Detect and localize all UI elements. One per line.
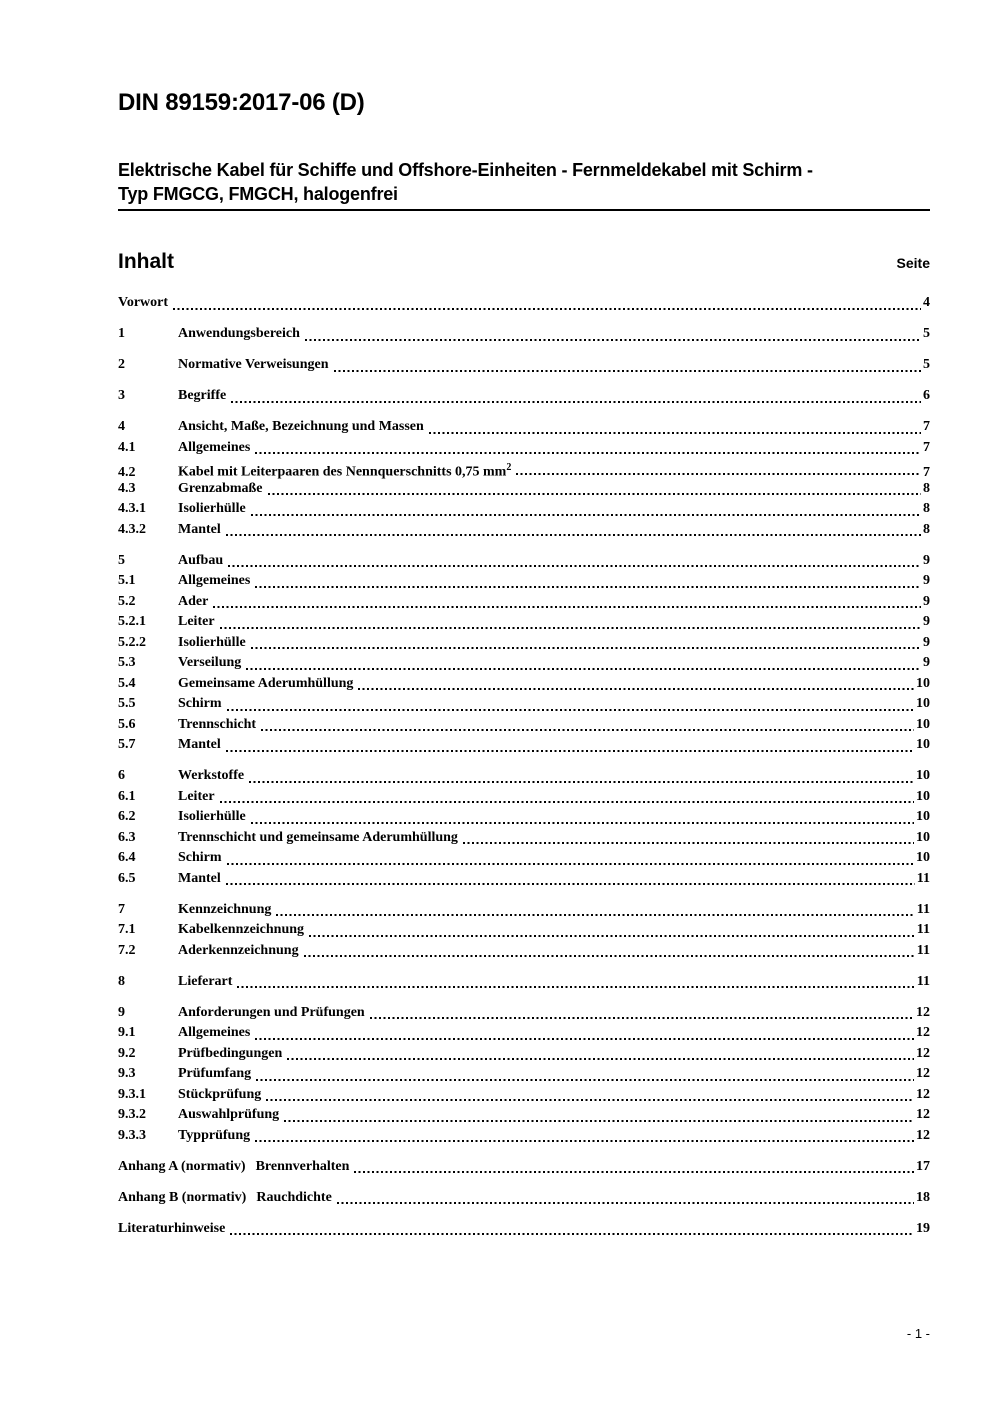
dot-leader [358,688,914,690]
toc-entry-title: Mantel [178,521,221,537]
toc-entry-page: 12 [916,1107,930,1122]
toc-entry [118,458,930,479]
toc-entry-number: 9.3.2 [118,1107,146,1122]
toc-entry-page: 7 [923,419,930,434]
dot-leader [334,370,922,372]
toc-entry-page: 9 [923,573,930,588]
toc-entry-number: 9.3.1 [118,1086,146,1102]
toc-entry-number: 6.3 [118,829,136,845]
toc-entry-title: Kennzeichnung [178,901,272,917]
toc-entry-title: Grenzabmaße [178,480,263,496]
dot-leader [284,1120,914,1122]
toc-entry-number: 4.3.1 [118,501,146,516]
toc-entry-page: 9 [923,634,930,650]
toc-entry-number: 6.4 [118,850,136,865]
dot-leader [251,822,914,824]
toc-entry-title: Begriffe [178,388,227,403]
dot-leader [276,914,914,916]
toc-entry-number: 4.2 [118,464,136,480]
toc-entry-title: Mantel [178,870,221,886]
toc-entry-page: 12 [916,1045,930,1061]
page-number-footer: - 1 - [906,1326,930,1341]
toc-entry [118,1126,930,1147]
toc-entry-page: 11 [916,901,930,917]
dot-leader [516,473,921,475]
toc-entry-title: Prüfbedingungen [178,1045,283,1061]
dot-leader [255,452,921,454]
toc-entry-number: 8 [118,973,125,989]
toc-entry-number: 5.7 [118,737,136,752]
toc-entry-page: 5 [923,326,930,341]
toc-entry-page: 12 [916,1004,930,1020]
toc-entry-title: Isolierhülle [178,809,246,824]
toc-entry [118,1085,930,1106]
toc-entry-title: Aderkennzeichnung [178,942,299,958]
toc-entry-title: Anforderungen und Prüfungen [178,1004,365,1020]
toc-entry-number: 1 [118,326,125,341]
toc-entry-number: 5.2.2 [118,634,146,650]
toc-entry [118,324,930,345]
toc-entry-title: Anhang B (normativ) [118,1189,247,1205]
toc-entry-title: Kabel mit Leiterpaaren des Nennquerschnitts 0,75 $mm^2$ [178,462,512,480]
toc-entry [118,653,930,674]
toc-entry [118,1219,930,1240]
toc-entry-number: 4.1 [118,439,136,455]
toc-entry-title: Prüfumfang [178,1066,252,1081]
toc-entry [118,869,930,890]
toc-entry-title-superscript: 2 [506,462,512,473]
dot-leader [173,308,921,310]
dot-leader [231,401,921,403]
toc-entry-number: 4.3 [118,480,136,496]
toc-entry-number: 9.1 [118,1025,136,1040]
toc-entry-page: 8 [923,521,930,537]
header-divider [118,209,930,211]
toc-entry-page: 10 [916,768,930,783]
toc-entry-page: 9 [923,655,930,670]
dot-leader [228,565,921,567]
toc-entry [118,1064,930,1085]
toc-entry [118,972,930,993]
toc-entry-page: 10 [916,850,930,865]
toc-entry-page: 10 [916,737,930,752]
toc-entry-number: 5.4 [118,675,136,691]
document-subtitle-line-1: Elektrische Kabel für Schiffe und Offshore-Einheiten - Fernmeldekabel mit Schirm - [118,160,813,180]
toc-entry-number: 9.3 [118,1066,136,1081]
toc-entry [118,920,930,941]
toc-entry [118,1105,930,1126]
toc-entry-page: 11 [916,942,930,958]
toc-entry [118,848,930,869]
toc-entry-page: 7 [923,464,930,480]
toc-entry [118,499,930,520]
toc-entry-title: Werkstoffe [178,768,245,783]
toc-entry-title: Gemeinsame Aderumhüllung [178,675,354,691]
toc-entry-title: Auswahlprüfung [178,1107,280,1122]
toc-entry-number: 5.2 [118,593,136,609]
toc-entry-title: Ader [178,593,209,609]
dot-leader [256,1079,914,1081]
toc-entry-page: 10 [916,716,930,732]
toc-entry [118,293,930,314]
dot-leader [226,883,915,885]
toc-entry-page: 11 [916,870,930,886]
toc-entry [118,479,930,500]
dot-leader [305,339,921,341]
toc-entry [118,1023,930,1044]
toc-entry-number: 5.1 [118,573,136,588]
toc-entry-number: 4.3.2 [118,521,146,537]
toc-entry [118,807,930,828]
toc-entry [118,766,930,787]
toc-entry-title: Anhang A (normativ) [118,1158,246,1174]
toc-entry-number: 9.2 [118,1045,136,1061]
dot-leader [226,750,914,752]
dot-leader [266,1099,914,1101]
toc-entry [118,1044,930,1065]
toc-entry-title: Lieferart [178,973,233,989]
toc-page-column-label: Seite [896,255,930,271]
dot-leader [309,935,915,937]
dot-leader [230,1233,914,1235]
toc-entry-number: 6 [118,768,125,783]
dot-leader [251,647,921,649]
toc-entry-page: 9 [923,593,930,609]
document-number-title: DIN 89159:2017-06 (D) [118,89,365,116]
toc-entry-title: Verseilung [178,655,242,670]
toc-entry-number: 7.1 [118,922,136,937]
toc-entry [118,417,930,438]
toc-entry-page: 12 [916,1025,930,1040]
toc-entry-title: Mantel [178,737,221,752]
toc-entry-title: Isolierhülle [178,634,246,650]
toc-entry-page: 8 [923,480,930,496]
dot-leader [370,1017,914,1019]
toc-entry-title: Kabelkennzeichnung [178,922,305,937]
dot-leader [246,668,921,670]
toc-entry-page: 12 [916,1066,930,1081]
toc-entry-number: 5.3 [118,655,136,670]
toc-entry-number: 5 [118,552,125,568]
toc-entry [118,386,930,407]
toc-entry-page: 11 [916,922,930,937]
toc-entry-title: Schirm [178,696,222,711]
toc-entry-page: 4 [923,295,930,310]
toc-entry [118,735,930,756]
toc-entry-page: 19 [916,1220,930,1236]
toc-entry-number: 7 [118,901,125,917]
toc-entry-title: Trennschicht [178,716,257,732]
toc-entry-number: 9.3.3 [118,1127,146,1143]
dot-leader [220,801,914,803]
toc-entry [118,355,930,376]
dot-leader [227,709,914,711]
toc-entry-number: 6.1 [118,788,136,804]
toc-entry-page: 9 [923,614,930,629]
toc-entry-page: 10 [916,788,930,804]
dot-leader [237,986,914,988]
dot-leader [255,1038,914,1040]
toc-entry-page: 12 [916,1127,930,1143]
toc-list [118,293,930,1239]
toc-entry-page: 18 [916,1189,930,1205]
toc-entry-page: 6 [923,388,930,403]
dot-leader [261,729,914,731]
toc-entry-page: 7 [923,439,930,455]
dot-leader [287,1058,914,1060]
dot-leader [251,514,921,516]
toc-entry [118,1188,930,1209]
document-subtitle [118,158,930,206]
document-subtitle-line-2: Typ FMGCG, FMGCH, halogenfrei [118,184,398,204]
dot-leader [255,586,921,588]
toc-entry [118,941,930,962]
dot-leader [463,842,914,844]
toc-entry-number: 5.6 [118,716,136,732]
toc-entry-title: Isolierhülle [178,501,246,516]
toc-entry-title: Ansicht, Maße, Bezeichnung und Massen [178,419,424,434]
dot-leader [304,955,915,957]
toc-header-row [118,249,930,275]
toc-entry [118,612,930,633]
toc-entry [118,633,930,654]
dot-leader [429,432,921,434]
dot-leader [354,1171,914,1173]
toc-entry-number: 5.5 [118,696,136,711]
toc-entry-page: 17 [916,1158,930,1174]
toc-entry [118,900,930,921]
toc-entry-title: Vorwort [118,295,169,310]
toc-entry-title: Schirm [178,850,222,865]
toc-entry [118,694,930,715]
toc-entry-number: 2 [118,357,125,372]
toc-entry-subtitle: Brennverhalten [255,1158,350,1174]
toc-entry-page: 5 [923,357,930,372]
toc-heading: Inhalt [118,250,174,273]
toc-entry-number: 5.2.1 [118,614,146,629]
toc-entry-page: 10 [916,675,930,691]
toc-entry-title: Literaturhinweise [118,1220,226,1236]
toc-entry-page: 9 [923,552,930,568]
toc-entry [118,787,930,808]
toc-entry [118,1003,930,1024]
toc-entry [118,438,930,459]
toc-entry [118,1157,930,1178]
dot-leader [227,863,914,865]
toc-entry-number: 6.2 [118,809,136,824]
toc-entry [118,674,930,695]
toc-entry-title: Leiter [178,614,215,629]
toc-entry-number: 6.5 [118,870,136,886]
toc-entry-title: Allgemeines [178,573,251,588]
toc-entry-title: Normative Verweisungen [178,357,329,372]
toc-entry-number: 3 [118,388,125,403]
toc-entry-subtitle: Rauchdichte [256,1189,332,1205]
toc-entry-title: Leiter [178,788,215,804]
dot-leader [337,1202,914,1204]
toc-entry-title: Allgemeines [178,439,251,455]
dot-leader [226,534,921,536]
toc-entry-number: 9 [118,1004,125,1020]
toc-entry-title: Typprüfung [178,1127,251,1143]
toc-entry [118,715,930,736]
toc-entry [118,571,930,592]
toc-entry-title: Anwendungsbereich [178,326,300,341]
toc-entry-title: Stückprüfung [178,1086,262,1102]
toc-entry-number: 7.2 [118,942,136,958]
toc-entry-title: Allgemeines [178,1025,251,1040]
toc-entry-page: 10 [916,829,930,845]
toc-entry-page: 11 [916,973,930,989]
toc-entry-title: Aufbau [178,552,224,568]
toc-entry-page: 10 [916,696,930,711]
toc-entry [118,551,930,572]
toc-entry-number: 4 [118,419,125,434]
dot-leader [249,781,914,783]
dot-leader [255,1140,914,1142]
toc-entry-page: 8 [923,501,930,516]
toc-entry-title: Trennschicht und gemeinsame Aderumhüllung [178,829,458,845]
dot-leader [268,493,921,495]
toc-entry [118,592,930,613]
dot-leader [220,627,921,629]
toc-entry [118,828,930,849]
toc-entry-page: 10 [916,809,930,824]
toc-entry [118,520,930,541]
toc-entry-page: 12 [916,1086,930,1102]
dot-leader [213,606,921,608]
